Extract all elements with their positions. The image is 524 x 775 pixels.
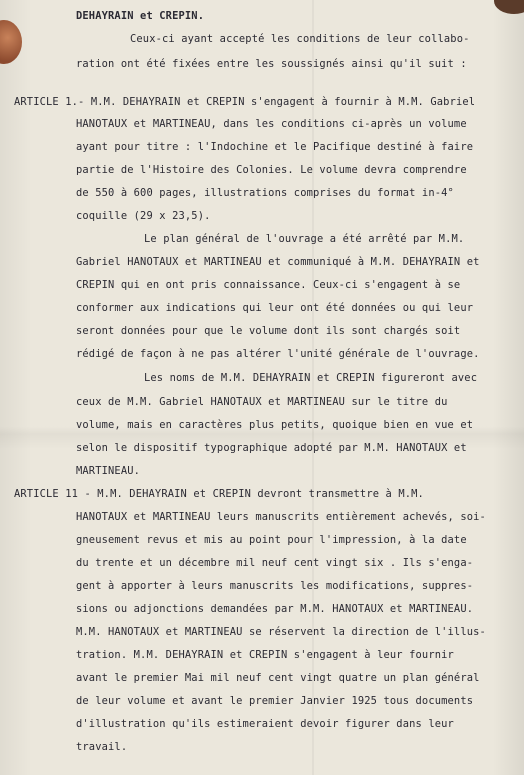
article1-line-6: coquille (29 x 23,5). bbox=[76, 210, 211, 222]
article2-line-8: tration. M.M. DEHAYRAIN et CREPIN s'engagent à leur fournir bbox=[76, 649, 454, 661]
para3-line-2: ceux de M.M. Gabriel HANOTAUX et MARTINEAU sur le titre du bbox=[76, 396, 448, 408]
para3-line-1: Les noms de M.M. DEHAYRAIN et CREPIN figureront avec bbox=[144, 372, 478, 384]
coin-object bbox=[0, 20, 22, 64]
document-header: DEHAYRAIN et CREPIN. bbox=[76, 10, 205, 22]
article2-line-12: travail. bbox=[76, 741, 128, 753]
article2-line-9: avant le premier Mai mil neuf cent vingt quatre un plan général bbox=[76, 672, 480, 684]
article2-line-4: du trente et un décembre mil neuf cent vingt six . Ils s'enga- bbox=[76, 557, 474, 569]
para3-line-4: selon le dispositif typographique adopté par M.M. HANOTAUX et bbox=[76, 442, 467, 454]
corner-shadow bbox=[494, 0, 524, 14]
article2-line-5: gent à apporter à leurs manuscrits les modifications, suppres- bbox=[76, 580, 474, 592]
article1-line-2: HANOTAUX et MARTINEAU, dans les conditions ci-après un volume bbox=[76, 118, 467, 130]
para2-line-5: seront données pour que le volume dont ils sont chargés soit bbox=[76, 325, 461, 337]
intro-line-2: ration ont été fixées entre les soussignés ainsi qu'il suit : bbox=[76, 58, 467, 70]
article2-line-3: gneusement revus et mis au point pour l'impression, à la date bbox=[76, 534, 467, 546]
para2-line-1: Le plan général de l'ouvrage a été arrêté par M.M. bbox=[144, 233, 465, 245]
para2-line-4: conformer aux indications qui leur ont été données ou qui leur bbox=[76, 302, 474, 314]
article1-line-3: ayant pour titre : l'Indochine et le Pacifique destiné à faire bbox=[76, 141, 474, 153]
article1-line-1: ARTICLE 1.- M.M. DEHAYRAIN et CREPIN s'engagent à fournir à M.M. Gabriel bbox=[14, 96, 476, 108]
article1-line-5: de 550 à 600 pages, illustrations comprises du format in-4° bbox=[76, 187, 454, 199]
para3-line-5: MARTINEAU. bbox=[76, 465, 141, 477]
article2-line-2: HANOTAUX et MARTINEAU leurs manuscrits entièrement achevés, soi- bbox=[76, 511, 486, 523]
para2-line-2: Gabriel HANOTAUX et MARTINEAU et communiqué à M.M. DEHAYRAIN et bbox=[76, 256, 480, 268]
article2-line-10: de leur volume et avant le premier Janvier 1925 tous documents bbox=[76, 695, 474, 707]
article2-line-6: sions ou adjonctions demandées par M.M. HANOTAUX et MARTINEAU. bbox=[76, 603, 474, 615]
para2-line-6: rédigé de façon à ne pas altérer l'unité générale de l'ouvrage. bbox=[76, 348, 480, 360]
article2-line-1: ARTICLE 11 - M.M. DEHAYRAIN et CREPIN devront transmettre à M.M. bbox=[14, 488, 424, 500]
para2-line-3: CREPIN qui en ont pris connaissance. Ceux-ci s'engagent à se bbox=[76, 279, 461, 291]
para3-line-3: volume, mais en caractères plus petits, quoique bien en vue et bbox=[76, 419, 474, 431]
intro-line-1: Ceux-ci ayant accepté les conditions de leur collabo- bbox=[130, 33, 470, 45]
article2-line-11: d'illustration qu'ils estimeraient devoir figurer dans leur bbox=[76, 718, 454, 730]
article2-line-7: M.M. HANOTAUX et MARTINEAU se réservent la direction de l'illus- bbox=[76, 626, 486, 638]
article1-line-4: partie de l'Histoire des Colonies. Le volume devra comprendre bbox=[76, 164, 467, 176]
